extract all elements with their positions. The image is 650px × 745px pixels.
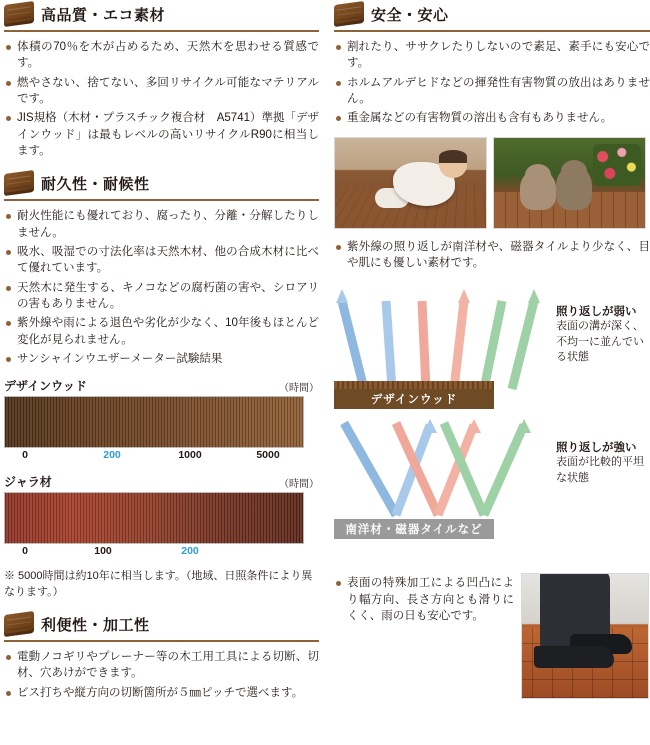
axis-tick: 0 [22,545,28,558]
axis-tick: 200 [103,449,121,462]
wood-plank-icon [4,0,34,28]
section-header-durability [4,169,319,201]
list-item: 紫外線の照り返しが南洋材や、磁器タイルより少なく、目や肌にも優しい素材です。 [334,239,650,272]
wood-plank-icon [4,610,34,638]
list-item: 紫外線や雨による退色や劣化が少なく、10年後もほとんど変化が見られません。 [4,315,319,348]
list-item: ビス打ちや縦方向の切断箇所が５㎜ピッチで選べます。 [4,685,319,701]
weather-test-chart-designwood [4,377,319,465]
strong-reflection-rays [334,419,549,529]
list-item: 表面の特殊加工による凹凸により幅方向、長さ方向とも滑りにくく、雨の日も安心です。 [334,575,514,624]
section-title-safety: 安全・安心 [371,6,449,24]
chart-axis-jarrah [4,545,304,561]
chart-footnote: ※ 5000時間は約10年に相当します。（地域、日照条件により異なります。） [4,570,313,598]
baby-on-deck-photo [334,137,487,229]
axis-tick: 200 [181,545,199,558]
right-column [334,0,650,634]
list-item: サンシャインウエザーメーター試験結果 [4,351,319,367]
section-header-safety [334,0,650,32]
wood-plank-icon [4,169,34,197]
weather-test-chart-jarrah [4,473,319,561]
chart-name: ジャラ材 [4,475,52,490]
sample-swatch-designwood [4,396,304,448]
dogs-on-deck-photo [493,137,646,229]
uv-reflection-diagram [334,281,650,541]
chart-unit: （時間） [279,383,319,395]
bullet-list-usability [4,649,319,701]
list-item: 重金属などの有害物質の溶出も含有もありません。 [334,110,650,126]
chart-label-row [4,377,319,394]
chart-name: デザインウッド [4,379,87,394]
list-item: 割れたり、ササクレたりしないので素足、素手にも安心です。 [334,39,650,72]
photo-row-safety [334,137,650,229]
bullet-list-uv [334,239,650,272]
list-item: 体積の70％を木が占めるため、天然木を思わせる質感です。 [4,39,319,72]
section-title-durability: 耐久性・耐候性 [41,175,150,193]
strong-reflection-caption [556,439,650,486]
section-title-usability: 利便性・加工性 [41,616,150,634]
weak-reflection-text: 表面の溝が深く、不均一に並んでいる状態 [556,320,644,364]
list-item: 燃やさない、捨てない、多回リサイクル可能なマテリアルです。 [4,75,319,108]
weak-reflection-caption [556,303,650,365]
sample-swatch-jarrah [4,492,304,544]
list-item: 耐火性能にも優れており、腐ったり、分離・分解したりしません。 [4,208,319,241]
axis-tick: 100 [94,545,112,558]
wood-plank-icon [334,0,364,28]
bullet-list-durability [4,208,319,367]
list-item: 吸水、吸湿での寸法化率は天然木材、他の合成木材に比べて優れています。 [4,244,319,277]
list-item: ホルムアルデヒドなどの揮発性有害物質の放出はありません。 [334,75,650,108]
bullet-list-slip [334,575,514,624]
axis-tick: 1000 [178,449,202,462]
section-title-quality: 高品質・エコ素材 [41,6,166,24]
chart-unit: （時間） [279,479,319,491]
section-header-quality [4,0,319,32]
section-header-usability [4,610,319,642]
list-item: 天然木に発生する、キノコなどの腐朽菌の害や、シロアリの害もありません。 [4,280,319,313]
weak-reflection-rays [334,283,549,393]
strong-reflection-title: 照り返しが強い [556,442,637,455]
chart-axis-designwood [4,449,304,465]
list-item: 電動ノコギリやプレーナー等の木工用工具による切断、切材、穴あけができます。 [4,649,319,682]
bullet-list-quality [4,39,319,159]
shoe-on-tile-photo [521,573,649,699]
bar-label-tile: 南洋材・磁器タイルなど [334,519,494,539]
bullet-list-safety [334,39,650,127]
chart-label-row [4,473,319,490]
axis-tick: 0 [22,449,28,462]
left-column [4,0,319,711]
axis-tick: 5000 [256,449,280,462]
weak-reflection-title: 照り返しが弱い [556,306,637,319]
bar-label-designwood: デザインウッド [334,389,494,409]
strong-reflection-text: 表面が比較的平坦な状態 [556,456,644,484]
slip-resistance-block [334,575,650,624]
list-item: JIS規格（木材・プラスチック複合材 A5741）準拠「デザインウッド」は最もレベルの高いリサイクルR90に相当します。 [4,110,319,159]
